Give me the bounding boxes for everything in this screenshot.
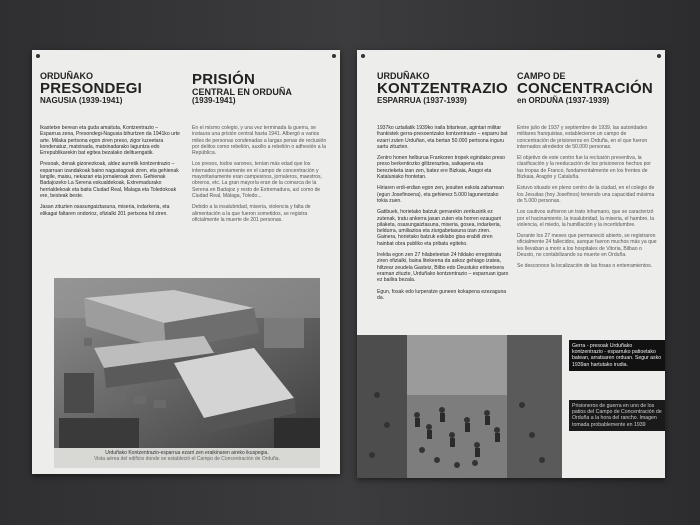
prisoners-yard-image [357, 335, 562, 478]
prisoners-caption-es [569, 400, 665, 431]
heading-line: PRISIÓN [192, 71, 256, 88]
left-exhibit-panel [32, 50, 340, 474]
paragraph: Zentro honen helburua Frankoren tropek egindako preso preso berkentiozko gilitzeraztea, saikapena eta berezieketa izan zen, batez ere Bizkaia, Aragoi eta Kataluniako frontetan. [377, 155, 505, 181]
heading-line: en ORDUÑA (1937-1939) [517, 96, 610, 106]
heading-line: ORDUÑAKO [40, 71, 93, 81]
heading-line: CENTRAL EN ORDUÑA [192, 86, 292, 97]
caption-eu: Urduñako Kontzentrazio-esparrua ezarri zen eraikinaren aireko ikuspegia. [105, 450, 269, 456]
paragraph: Los presos, todos varones, tenían más edad que los internados previamente en el campo de concentración y mayoritariamente eran campesinos, jornaleros, maestros, obreros, etc. La gran mayoría eran de la comarca de la Serena en Badajoz y resto de Extremadura, así como de Ciudad Real, Málaga, Toledo... [192, 161, 322, 199]
heading-line: CAMPO DE [517, 71, 566, 81]
paragraph: Gatibuek, horietako batzuk gerrarekin zerikusirik ez zutenak, tratu ankerra jasan zuten eta horren ezaugarri pilaketa, osasungaiztasuna, miseria, gosea, indarkeria, beldurra, umiliazioa eta ziurgabetasuna izan ziren. Gainera, horietako batzuk esklabo gisa erabili ziren hainbat obra publiko eta pribatu egiteko. [377, 209, 502, 247]
pin-icon [36, 54, 40, 58]
paragraph: Los cautivos sufrieron un trato inhumano, que se caracterizó por el hacinamiento, la insalubridad, la miseria, el hambre, la violencia, el miedo, la humillación y la incertidumbre. [517, 209, 655, 228]
paragraph: Irekita egon zen 27 hilabeteetan 24 hildako erregistratu ziren ofizialki, baina litekeena da askoz gehiago izatea, hiltzear zeudela Gasteiz, Bilbo edo Deustuko eriteetxera eraman zituzte, Urduñako kontzentrazio – esparruan igaro ez bailira bezala. [377, 252, 509, 284]
paragraph: Se desconoce la localización de las fosas o enterramientos. [517, 263, 653, 270]
paragraph: Ikastetxe berean eta guda amaituta, Kontzentrazio – Esparrua zena, Presondegi-Nagusia bihurtzen da 1941ko urte arte. Milaka pertsona egon ziren preso, zigor luzeetara kondenatuz, matxinada, matxinadarako laguntza edo Errepublikarekin bat egitea bezalako delituengatik. [40, 125, 180, 157]
caption-eu: Gerra - presoak Urduñako kontzentrazio - esparruko patioetako batean, arratsaren orduan. Segur asko 1939an hartutako irudia. [572, 343, 662, 368]
left-text-eu [40, 125, 180, 222]
aerial-photo [54, 278, 320, 448]
aerial-photo-caption [54, 448, 320, 468]
right-text-es [517, 125, 657, 275]
heading-line: PRESONDEGI [40, 80, 143, 98]
left-text-es [192, 125, 332, 228]
paragraph: Egun, fosak edo lurperatze guneen kokapena ezezaguna da. [377, 288, 507, 301]
paragraph: Durante los 27 meses que permaneció abierto, se registraron oficialmente 24 fallecidos, aunque fueron muchos más ya que les llevaban a morir a los hospitales de Vitoria, Bilbao o Deusto, no contabilizando su muerte en Orduña. [517, 233, 657, 259]
paragraph: Hiriaren erdi-erdian egon zen, jesuiten eskola zaharrean (egun Josefinoena), eta gehienez 5.000 lagunentzako tokia zuen. [377, 185, 504, 204]
left-heading-eu [40, 72, 180, 106]
paragraph: 1937ko uztailatik 1939ko iraila bitartean, agintari militar frankistek gerra-presoentzako kontzentrazio – esparru bat ezarri zuten Urduñan, eta bertan 50.000 pertsona inguru sartu zituzten. [377, 125, 508, 150]
prisoners-caption-eu [569, 340, 665, 371]
right-heading-eu [377, 72, 517, 106]
right-exhibit-panel [357, 50, 665, 478]
pin-icon [657, 54, 661, 58]
pin-icon [332, 54, 336, 58]
paragraph: El objetivo de este centro fue la reclusión preventiva, la clasificación y la reeducación de los prisioneros hechos por las tropas de Franco, fundamentalmente en los frentes de Bizkaia, Aragón y Cataluña. [517, 155, 651, 181]
caption-es: Vista aérea del edificio donde se estableció el Campo de Concentración de Orduña. [94, 456, 280, 462]
prisoners-photo [357, 335, 562, 478]
paragraph: Estuvo situado en pleno centro de la ciudad, en el colegio de los Jesuitas (hoy Josefinos) teniendo una capacidad máxima de 5.000 personas. [517, 185, 655, 204]
aerial-building-image [54, 278, 320, 448]
paragraph: Entre julio de 1937 y septiembre de 1939, las autoridades militares franquistas, establecieron un campo de concentración de prisioneros en Orduña, en el que fueron internados alrededor de 50.000 personas. [517, 125, 648, 150]
heading-line: NAGUSIA (1939-1941) [40, 96, 123, 106]
paragraph: Debido a la insalubridad, miseria, violencia y falta de alimentación a la que fueron sometidos, se registra oficialmente la muerte de 201 personas. [192, 204, 311, 223]
heading-line: (1939-1941) [192, 96, 236, 106]
pin-icon [361, 54, 365, 58]
paragraph: Jasan zituzten osasungaiztasuna, miseria, indarkeria, eta elikagai faltaren ondorioz, ofizialki 201 pertsona hil ziren. [40, 204, 170, 217]
caption-es: Prisioneros de guerra en uno de los patios del Campo de Concentración de Orduña a la hora del rancho. Imagen tomada probablemente en 1939 [572, 403, 662, 428]
heading-line: URDUÑAKO [377, 71, 430, 81]
paragraph: Presoak, denak gizonezkoak, aldez aurretik kontzentrazio – esparruan izandakoak baino nagusiagoak ziren, eta gehienak langile, maisu, nekazari eta jornaleroak ziren. Gehienak Badajozeko La Serena eskualdekoak, Extremadurako herrialdekoak eta baita Ciudad Real, Malaga eta Toledokoak ere, besteak beste. [40, 161, 179, 199]
paragraph: En el mismo colegio, y una vez terminada la guerra, se instaura una prisión central hasta 1941. Albergó a varios miles de personas condenadas a largas penas de reclusión por delitos como rebelión, auxilio a rebelión o adhesión a la República. [192, 125, 327, 157]
right-heading-es [517, 72, 662, 106]
right-text-eu [377, 125, 509, 306]
heading-line: CONCENTRACIÓN [517, 80, 653, 98]
heading-line: ESPARRUA (1937-1939) [377, 96, 467, 106]
left-heading-es [192, 72, 337, 106]
heading-line: KONTZENTRAZIO [377, 80, 508, 98]
